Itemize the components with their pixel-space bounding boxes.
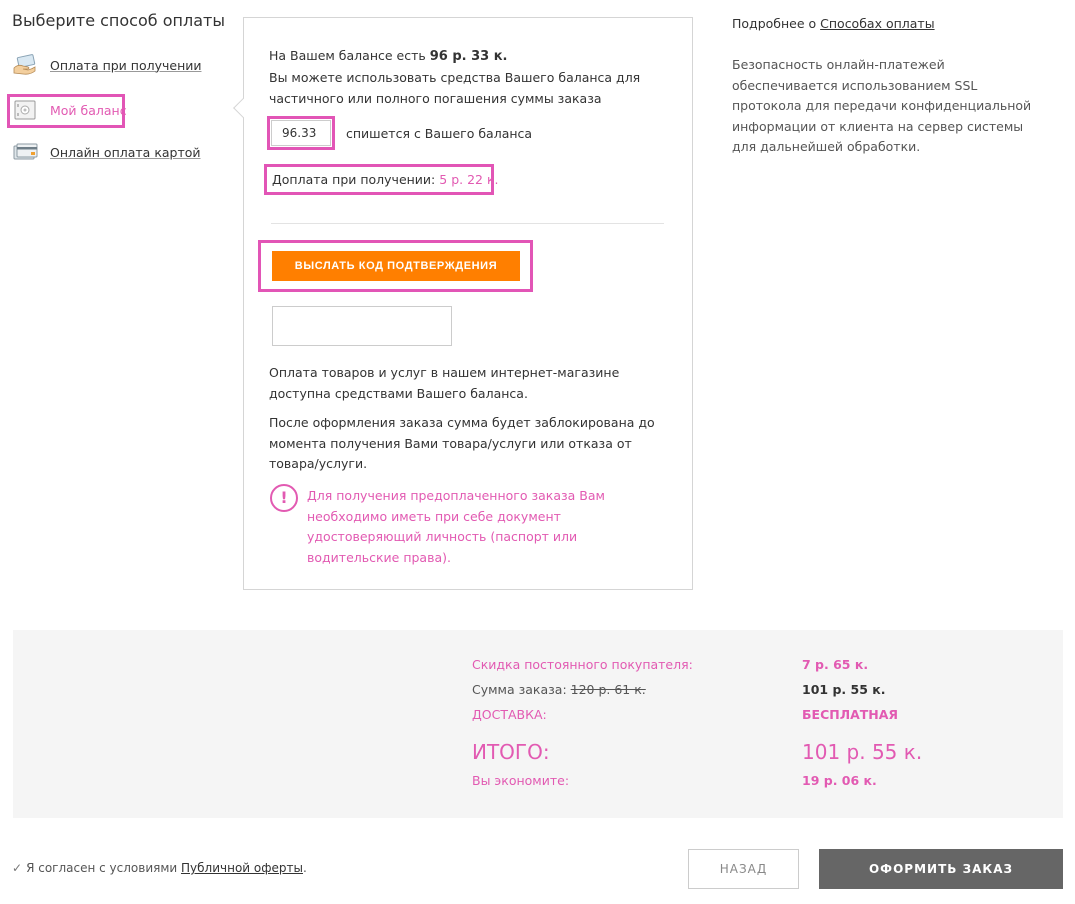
order-sum-old: 120 р. 61 к.: [570, 682, 646, 697]
info-text-1: Оплата товаров и услуг в нашем интернет-магазине доступна средствами Вашего баланса.: [269, 365, 620, 401]
agree-line[interactable]: [12, 861, 307, 875]
payment-methods-title: Выберите способ оплаты: [12, 11, 225, 30]
extra-pay-line: [272, 170, 498, 191]
payment-method-card-label: Онлайн оплата картой: [50, 144, 201, 160]
savings-value: 19 р. 06 к.: [802, 773, 877, 788]
hand-cash-icon: [12, 54, 38, 76]
safe-icon: [12, 99, 38, 121]
agree-text: Я согласен с условиями: [26, 861, 178, 875]
balance-line: [269, 46, 508, 68]
delivery-value: БЕСПЛАТНАЯ: [802, 707, 899, 722]
payment-method-cash-label: Оплата при получении: [50, 57, 202, 73]
payment-method-cash[interactable]: [12, 54, 201, 76]
confirmation-code-input[interactable]: [272, 306, 452, 346]
balance-use-text: Вы можете использовать средства Вашего баланса для частичного или полного погашения суммы заказа: [269, 70, 641, 106]
public-offer-link[interactable]: Публичной оферты: [181, 861, 303, 875]
discount-value: 7 р. 65 к.: [802, 657, 869, 672]
balance-amount: 96 р. 33 к.: [429, 49, 508, 64]
extra-pay-label: Доплата при получении:: [272, 172, 436, 187]
agree-checkmark-icon[interactable]: ✓: [12, 861, 23, 875]
order-sum-line: [472, 682, 646, 697]
total-value: 101 р. 55 к.: [802, 740, 923, 764]
payment-method-balance-label: Мой баланс: [50, 102, 127, 118]
info-text-2: После оформления заказа сумма будет заблокирована до момента получения Вами товара/услуги или отказа от товара/услуги.: [269, 415, 655, 471]
security-text: Безопасность онлайн-платежей обеспечивается использованием SSL протокола для передачи конфиденциальной информации от клиента на сервер системы для дальнейшей обработки.: [732, 57, 1032, 154]
divider: [271, 223, 664, 224]
warning-text: Для получения предоплаченного заказа Вам необходимо иметь при себе документ удостоверяющий личность (паспорт или водительские права).: [307, 488, 605, 565]
send-code-button[interactable]: ВЫСЛАТЬ КОД ПОДТВЕРЖДЕНИЯ: [272, 251, 520, 281]
credit-card-icon: [12, 141, 38, 163]
payment-methods-link[interactable]: Способах оплаты: [820, 16, 935, 31]
more-about-payment: [732, 14, 935, 35]
extra-pay-value: 5 р. 22 к.: [439, 172, 499, 187]
savings-label: Вы экономите:: [472, 773, 570, 788]
payment-method-card[interactable]: [12, 141, 201, 163]
discount-label: Скидка постоянного покупателя:: [472, 657, 693, 672]
back-button[interactable]: НАЗАД: [688, 849, 799, 889]
warning-icon: !: [270, 484, 298, 512]
deduct-label: спишется с Вашего баланса: [346, 126, 533, 141]
order-sum-value: 101 р. 55 к.: [802, 682, 886, 697]
more-prefix: Подробнее о: [732, 16, 817, 31]
total-label: ИТОГО:: [472, 740, 550, 764]
balance-amount-input[interactable]: [271, 120, 331, 146]
balance-prefix: На Вашем балансе есть: [269, 48, 426, 63]
place-order-button[interactable]: ОФОРМИТЬ ЗАКАЗ: [819, 849, 1063, 889]
agree-dot: .: [302, 861, 307, 875]
delivery-label: ДОСТАВКА:: [472, 707, 547, 722]
order-sum-label: Сумма заказа:: [472, 682, 567, 697]
payment-method-balance[interactable]: [12, 99, 127, 121]
